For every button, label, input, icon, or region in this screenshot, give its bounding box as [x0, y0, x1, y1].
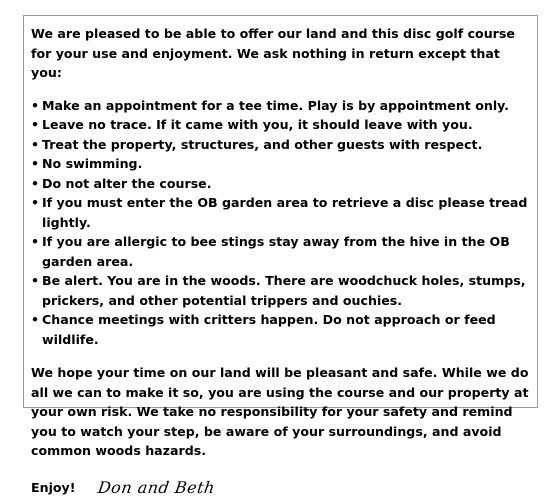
closing-paragraph: We hope your time on our land will be pleasant and safe. While we do all we can to make it so, you are using the course and our property at your own risk. We take no responsibility for your safety and remind you to watch your step, be aware of your surroundings, and avoid common woods hazards.	[31, 365, 529, 458]
signoff-row	[31, 478, 530, 497]
signoff-text: Enjoy!	[31, 479, 76, 495]
bullet-icon: •	[31, 175, 40, 191]
bullet-icon: •	[31, 156, 40, 171]
rule-text: Do not alter the course.	[42, 175, 212, 191]
bullet-icon: •	[31, 97, 40, 113]
rule-text: Be alert. You are in the woods. There are woodchuck holes, stumps, prickers, and other potential trippers and ouchies.	[42, 273, 526, 308]
rule-text: Chance meetings with critters happen. Do not approach or feed wildlife.	[42, 312, 496, 347]
rule-item	[31, 115, 530, 135]
rule-item	[31, 271, 530, 310]
course-rules-notice	[23, 15, 538, 497]
rule-item	[31, 310, 530, 349]
intro-paragraph: We are pleased to be able to offer our land and this disc golf course for your use and enjoyment. We ask nothing in return except that you:	[31, 26, 515, 80]
rule-item	[31, 96, 530, 116]
rule-item	[31, 232, 530, 271]
bullet-icon: •	[31, 195, 40, 210]
signature: Don and Beth	[96, 477, 216, 497]
bullet-icon: •	[31, 117, 40, 132]
rule-item	[31, 135, 530, 155]
rule-text: If you must enter the OB garden area to retrieve a disc please tread lightly.	[42, 195, 528, 230]
bullet-icon: •	[31, 273, 40, 288]
rule-text: Leave no trace. If it came with you, it should leave with you.	[42, 117, 473, 132]
rule-text: If you are allergic to bee stings stay away from the hive in the OB garden area.	[42, 234, 510, 269]
rules-list	[31, 96, 530, 350]
rule-item	[31, 154, 530, 174]
bullet-icon: •	[31, 136, 40, 152]
bullet-icon: •	[31, 234, 40, 249]
rule-text: Treat the property, structures, and other guests with respect.	[42, 136, 483, 152]
rule-item	[31, 193, 530, 232]
rule-item	[31, 174, 530, 194]
bullet-icon: •	[31, 312, 40, 327]
rule-text: No swimming.	[42, 156, 143, 171]
rule-text: Make an appointment for a tee time. Play is by appointment only.	[42, 97, 509, 113]
